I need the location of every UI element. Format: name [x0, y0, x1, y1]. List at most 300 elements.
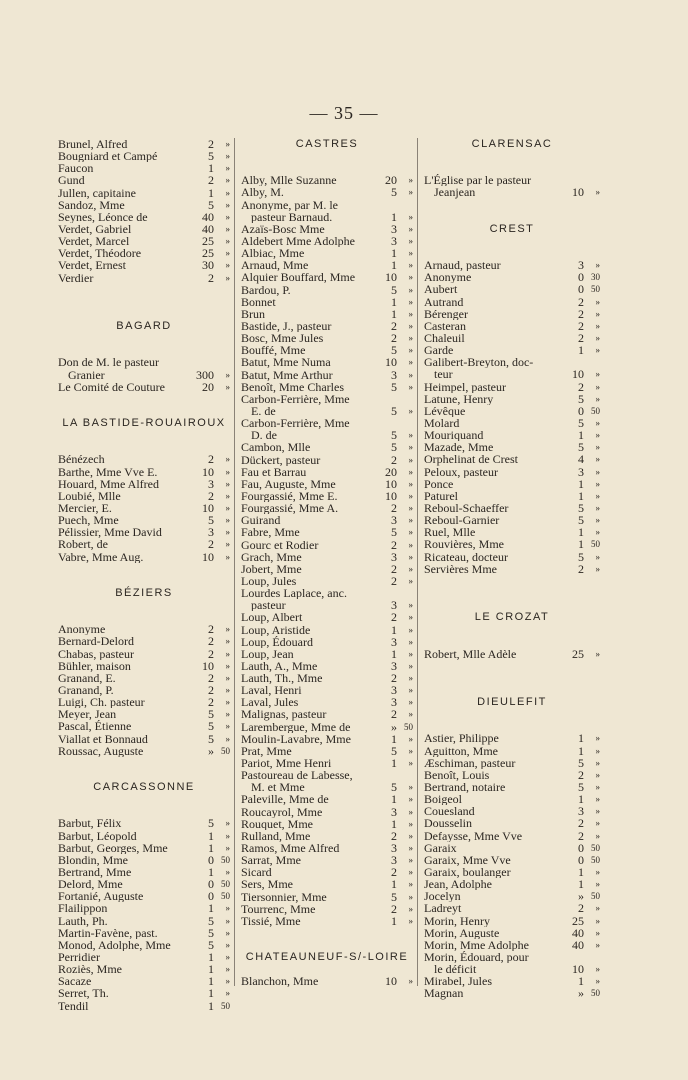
amount-francs: 1	[391, 209, 397, 224]
section-heading: LA BASTIDE-ROUAIROUX	[62, 417, 226, 430]
amount-centimes: »	[595, 794, 600, 805]
donor-name: Roussac, Auguste	[58, 744, 144, 757]
amount-centimes: »	[595, 879, 600, 890]
amount-centimes: »	[408, 891, 413, 902]
donor-name: Barbut, Félix	[58, 817, 122, 830]
donor-name: Jeanjean	[434, 186, 476, 199]
donor-name: Paturel	[424, 489, 458, 502]
amount-centimes: »	[408, 915, 413, 926]
amount-centimes: »	[408, 175, 413, 186]
amount-francs: 1	[208, 962, 214, 977]
donor-name: Barthe, Mme Vve E.	[58, 465, 158, 478]
list-item	[424, 514, 600, 526]
amount-francs: 3	[391, 367, 397, 382]
amount-francs: 10	[385, 488, 397, 503]
amount-francs: 10	[572, 367, 584, 382]
amount-francs: 20	[385, 173, 397, 188]
list-item	[241, 466, 413, 478]
amount-centimes: »	[408, 636, 413, 647]
donor-name: Robert, de	[58, 538, 108, 551]
list-item	[241, 660, 413, 672]
list-item	[424, 890, 600, 902]
donor-name: Sacaze	[58, 975, 92, 988]
amount-francs: 3	[391, 658, 397, 673]
donor-name: Jobert, Mme	[241, 562, 302, 575]
donor-name: Benoît, Mme Charles	[241, 380, 344, 393]
list-item	[241, 284, 413, 296]
amount-francs: 2	[208, 670, 214, 685]
list-item	[58, 660, 230, 672]
amount-francs: 25	[572, 913, 584, 928]
column-3	[424, 138, 600, 1000]
donor-name: Sicard	[241, 866, 272, 879]
amount-centimes: 50	[591, 854, 600, 865]
list-item	[58, 453, 230, 465]
amount-centimes: »	[408, 308, 413, 319]
amount-francs: 5	[578, 780, 584, 794]
list-item	[58, 272, 230, 284]
donor-name: Verdet, Ernest	[58, 259, 126, 272]
amount-centimes: »	[408, 782, 413, 793]
list-item	[241, 915, 413, 927]
amount-centimes: »	[595, 782, 600, 792]
amount-francs: 1	[208, 828, 214, 843]
amount-centimes: »	[595, 976, 600, 987]
list-item	[424, 344, 600, 356]
list-item	[241, 745, 413, 757]
amount-centimes: 50	[591, 988, 600, 999]
donor-name: Vabre, Mme Aug.	[58, 550, 144, 563]
donor-name: Flailippon	[58, 902, 108, 915]
amount-francs: 2	[578, 816, 584, 831]
amount-centimes: 50	[591, 405, 600, 416]
amount-francs: 5	[208, 925, 214, 940]
list-item	[424, 805, 600, 817]
donor-name: Perridier	[58, 950, 100, 964]
amount-centimes: »	[408, 818, 413, 829]
amount-francs: 5	[208, 937, 214, 952]
amount-centimes: 50	[221, 745, 230, 756]
amount-centimes: »	[225, 624, 230, 635]
amount-centimes: »	[225, 672, 230, 683]
donor-name: Anonyme, par M. le	[241, 198, 338, 211]
donor-name: Mouriquand	[424, 429, 484, 442]
donor-name: Granier	[68, 368, 105, 381]
donor-name: Carbon-Ferrière, Mme	[241, 392, 350, 405]
amount-centimes: »	[595, 818, 600, 829]
amount-francs: 2	[208, 452, 214, 467]
amount-francs: 10	[385, 355, 397, 370]
list-item	[241, 878, 413, 890]
donor-name: Verdier	[58, 271, 94, 284]
list-item	[424, 271, 600, 283]
list-item	[58, 514, 230, 526]
amount-centimes: »	[408, 503, 413, 514]
amount-centimes: »	[595, 393, 600, 404]
list-item	[241, 502, 413, 514]
list-item	[424, 757, 600, 769]
list-item	[424, 453, 600, 465]
amount-francs: 1	[391, 731, 397, 746]
amount-centimes: 50	[221, 891, 230, 902]
list-item	[241, 975, 413, 987]
amount-francs: 5	[391, 889, 397, 904]
amount-centimes: »	[408, 539, 413, 550]
list-item	[424, 975, 600, 987]
list-item	[58, 1000, 230, 1012]
list-item	[424, 308, 600, 320]
list-item	[241, 684, 413, 696]
donor-name: Dousselin	[424, 817, 472, 830]
amount-centimes: »	[408, 490, 413, 501]
amount-centimes: »	[408, 405, 413, 416]
amount-francs: 5	[208, 149, 214, 164]
list-item	[58, 902, 230, 914]
amount-centimes: »	[408, 660, 413, 671]
amount-centimes: »	[225, 903, 230, 914]
list-item	[58, 708, 230, 720]
amount-francs: 5	[391, 743, 397, 758]
list-item	[241, 526, 413, 538]
amount-centimes: »	[408, 733, 413, 744]
list-item	[241, 539, 413, 551]
spacer	[424, 660, 600, 696]
spacer	[58, 393, 230, 417]
amount-francs: 5	[578, 500, 584, 515]
donor-name: Jullen, capitaine	[58, 186, 136, 199]
donor-name: Laval, Jules	[241, 696, 299, 709]
amount-francs: 5	[208, 707, 214, 722]
amount-centimes: »	[225, 721, 230, 732]
donor-name: pasteur	[251, 599, 286, 612]
list-item	[424, 781, 600, 793]
amount-francs: 1	[208, 865, 214, 879]
amount-francs: 2	[391, 707, 397, 722]
amount-centimes: »	[225, 927, 230, 938]
spacer	[58, 284, 230, 320]
donor-name: Laval, Henri	[241, 684, 302, 697]
donor-name: Bertrand, Mme	[58, 866, 132, 879]
amount-centimes	[397, 393, 413, 405]
list-item	[424, 793, 600, 805]
amount-centimes: »	[408, 563, 413, 574]
donor-name: Meyer, Jean	[58, 708, 117, 721]
amount-francs: 0	[208, 877, 214, 892]
donor-name: Peloux, pasteur	[424, 465, 498, 478]
amount-francs: 3	[391, 804, 397, 819]
amount-centimes: »	[225, 187, 230, 198]
donor-name: Brunel, Alfred	[58, 138, 128, 151]
donor-name: Garde	[424, 344, 454, 357]
donor-name: Anonyme	[424, 271, 472, 284]
donor-name: Bougniard et Campé	[58, 150, 158, 163]
amount-francs: 2	[208, 622, 214, 637]
amount-francs: »	[391, 719, 397, 734]
amount-centimes: »	[595, 866, 600, 877]
donor-name: Jocelyn	[424, 890, 461, 903]
amount-francs: 3	[391, 221, 397, 236]
amount-centimes: »	[408, 381, 413, 392]
list-item	[241, 454, 413, 466]
list-item	[58, 466, 230, 478]
amount-francs: 40	[202, 221, 214, 236]
amount-francs: 5	[391, 379, 397, 394]
amount-centimes: »	[408, 478, 413, 489]
amount-centimes: 50	[591, 539, 600, 550]
amount-francs: 2	[391, 452, 397, 467]
amount-centimes: »	[408, 843, 413, 854]
list-item	[58, 951, 230, 963]
amount-francs: 10	[202, 501, 214, 515]
list-item	[424, 502, 600, 514]
list-item	[58, 623, 230, 635]
list-item	[58, 138, 230, 150]
amount-centimes: »	[595, 296, 600, 307]
amount-centimes: »	[408, 454, 413, 465]
amount-centimes: 50	[591, 891, 600, 902]
amount-francs: 1	[578, 792, 584, 807]
donor-name: Pastoureau de Labesse,	[241, 769, 353, 782]
donor-name: Loup, Édouard	[241, 635, 313, 648]
amount-centimes: »	[595, 454, 600, 465]
list-item	[424, 526, 600, 538]
amount-centimes	[397, 769, 413, 781]
donor-name: Loup, Aristide	[241, 623, 311, 636]
list-item	[424, 732, 600, 744]
amount-francs: 2	[578, 294, 584, 309]
amount-francs: 2	[391, 318, 397, 333]
donor-name: Ricateau, docteur	[424, 550, 508, 563]
donor-name: Houard, Mme Alfred	[58, 477, 159, 490]
list-item	[424, 381, 600, 393]
amount-centimes: »	[408, 976, 413, 987]
list-item	[58, 720, 230, 732]
section-heading: CLARENSAC	[471, 138, 553, 150]
amount-francs: 5	[391, 428, 397, 443]
donor-name: M. et Mme	[251, 781, 305, 794]
amount-francs: 5	[208, 513, 214, 528]
list-item	[58, 866, 230, 878]
list-item	[424, 466, 600, 478]
amount-francs: 2	[208, 683, 214, 697]
list-item	[241, 174, 413, 186]
amount-centimes: »	[595, 333, 600, 344]
amount-centimes: »	[225, 685, 230, 695]
amount-francs: 1	[208, 901, 214, 916]
amount-centimes	[397, 199, 413, 211]
donor-name: le déficit	[434, 963, 477, 976]
donor-name: Blanchon, Mme	[241, 975, 319, 988]
list-item	[58, 927, 230, 939]
donor-name: Robert, Mlle Adèle	[424, 647, 517, 660]
amount-centimes: »	[595, 927, 600, 938]
list-item	[241, 235, 413, 247]
amount-francs: 3	[391, 634, 397, 649]
amount-francs: 2	[208, 695, 214, 710]
donor-name: Guirand	[241, 514, 281, 527]
amount-francs: 5	[391, 525, 397, 540]
amount-centimes: »	[595, 466, 600, 477]
list-item	[58, 478, 230, 490]
amount-francs: 2	[208, 537, 214, 552]
amount-francs: 0	[578, 282, 584, 297]
donor-name: Autrand	[424, 295, 464, 308]
amount-centimes: »	[408, 369, 413, 380]
list-item	[241, 417, 413, 429]
amount-centimes: »	[225, 527, 230, 538]
amount-centimes: »	[225, 503, 230, 513]
list-item	[241, 551, 413, 563]
amount-francs: 1	[578, 974, 584, 989]
amount-francs: 5	[208, 719, 214, 734]
list-item	[58, 939, 230, 951]
list-item	[424, 927, 600, 939]
donor-name: Casteran	[424, 319, 466, 333]
spacer	[424, 708, 600, 732]
donor-name: Puech, Mme	[58, 514, 119, 527]
list-item	[424, 842, 600, 854]
donor-name: Monod, Adolphe, Mme	[58, 938, 171, 951]
spacer	[58, 793, 230, 817]
donor-name: Batut, Mme Numa	[241, 356, 331, 369]
list-item	[241, 563, 413, 575]
list-item	[58, 733, 230, 745]
amount-centimes: 50	[591, 842, 600, 853]
donor-name: Grach, Mme	[241, 550, 302, 563]
amount-francs: 2	[578, 561, 584, 576]
donor-name: Morin, Mme Adolphe	[424, 938, 529, 951]
amount-centimes: »	[225, 454, 230, 465]
list-item	[58, 672, 230, 684]
amount-centimes: »	[408, 296, 413, 307]
donor-name: Benoît, Louis	[424, 768, 490, 781]
amount-centimes: 50	[221, 854, 230, 865]
amount-francs: 2	[578, 379, 584, 394]
donor-name: Fourgassié, Mme A.	[241, 502, 339, 515]
amount-francs: 2	[578, 767, 584, 782]
amount-francs: 3	[391, 841, 397, 856]
donor-name: Couesland	[424, 805, 475, 818]
list-item	[424, 745, 600, 757]
amount-francs: 2	[578, 901, 584, 916]
donor-name: Lauth, A., Mme	[241, 659, 318, 673]
list-item	[58, 890, 230, 902]
donor-name: Lourdes Laplace, anc.	[241, 587, 347, 600]
spacer	[424, 150, 600, 174]
list-item	[424, 915, 600, 927]
section-heading: CARCASSONNE	[93, 781, 195, 794]
amount-francs: 3	[578, 804, 584, 819]
amount-francs: 3	[578, 464, 584, 479]
donor-name: Alquier Bouffard, Mme	[241, 271, 356, 284]
list-item	[241, 611, 413, 623]
donor-name: Heimpel, pasteur	[424, 380, 506, 393]
amount-centimes: »	[225, 660, 230, 671]
amount-centimes: »	[225, 490, 230, 501]
donor-name: Barbut, Georges, Mme	[58, 841, 168, 854]
amount-francs: 2	[208, 173, 214, 188]
donor-name: Paleville, Mme de	[241, 793, 329, 806]
list-item	[241, 818, 413, 830]
amount-francs: 2	[208, 646, 214, 661]
amount-francs: 1	[391, 306, 397, 321]
section-heading: BAGARD	[116, 320, 172, 333]
column-divider	[417, 138, 418, 986]
donor-name: Morin, Auguste	[424, 926, 500, 939]
donor-name: Barbut, Léopold	[58, 829, 137, 842]
donor-name: E. de	[251, 404, 276, 418]
amount-francs: 20	[385, 464, 397, 479]
amount-francs: 10	[572, 185, 584, 200]
donor-name: Brun	[241, 307, 265, 320]
amount-centimes: »	[225, 951, 230, 962]
list-item	[58, 915, 230, 927]
donor-name: teur	[434, 368, 453, 381]
list-item	[241, 903, 413, 915]
amount-centimes: 30	[591, 272, 600, 283]
amount-centimes: »	[408, 612, 413, 623]
amount-centimes: »	[595, 563, 600, 574]
list-item	[424, 963, 600, 975]
amount-francs: 3	[391, 598, 397, 613]
amount-centimes: »	[595, 769, 600, 780]
amount-centimes: »	[408, 260, 413, 271]
amount-centimes: »	[408, 527, 413, 538]
list-item	[58, 987, 230, 999]
amount-francs: 2	[391, 537, 397, 552]
amount-francs: 0	[578, 270, 584, 285]
donor-name: Sandoz, Mme	[58, 198, 125, 211]
donor-name: Fortanié, Auguste	[58, 890, 144, 903]
section-heading: CREST	[489, 222, 535, 235]
donor-name: Granand, E.	[58, 671, 116, 684]
amount-francs: 1	[208, 949, 214, 964]
donor-name: Garaix	[424, 841, 457, 854]
list-item	[58, 963, 230, 975]
amount-francs: 10	[202, 549, 214, 564]
list-item	[58, 684, 230, 696]
amount-centimes: »	[408, 697, 413, 708]
amount-centimes: 50	[221, 879, 230, 890]
section-heading: LE CROZAT	[474, 611, 550, 624]
amount-francs: 10	[385, 270, 397, 285]
amount-centimes: »	[225, 260, 230, 271]
amount-centimes: »	[595, 915, 600, 926]
amount-francs: 5	[578, 755, 584, 770]
donor-name: Mercier, E.	[58, 502, 112, 515]
amount-francs: 1	[578, 428, 584, 443]
donor-name: Jean, Adolphe	[424, 878, 492, 891]
donor-name: Tissié, Mme	[241, 914, 301, 928]
donor-name: Bénézech	[58, 453, 105, 466]
amount-francs: 3	[208, 476, 214, 491]
amount-centimes: »	[408, 673, 413, 684]
donor-name: Delord, Mme	[58, 878, 123, 891]
donor-name: Lévêque	[424, 404, 466, 417]
donor-name: Morin, Henry	[424, 914, 490, 927]
amount-centimes: »	[225, 381, 230, 392]
donor-name: Arnaud, Mme	[241, 259, 309, 272]
amount-centimes: »	[225, 369, 230, 380]
amount-francs: 0	[208, 889, 214, 904]
amount-francs: 30	[202, 258, 214, 273]
donor-name: Cambon, Mlle	[241, 441, 311, 454]
amount-francs: 5	[391, 403, 397, 418]
list-item	[58, 817, 230, 829]
amount-centimes: 50	[591, 284, 600, 295]
amount-centimes: »	[595, 527, 600, 538]
donor-name: Loup, Albert	[241, 611, 303, 624]
